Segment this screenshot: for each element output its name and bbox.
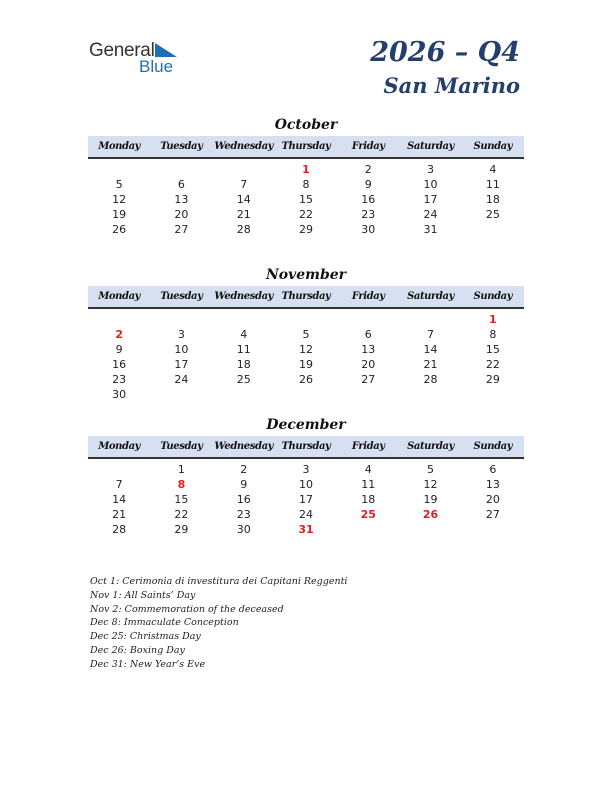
day-cell: 18 bbox=[485, 193, 500, 206]
logo bbox=[89, 40, 189, 80]
day-cell: 11 bbox=[236, 343, 251, 356]
weekday-label: Friday bbox=[351, 441, 385, 452]
week-row bbox=[88, 387, 524, 402]
month-0 bbox=[88, 115, 524, 237]
day-cell: 3 bbox=[427, 163, 435, 176]
day-cell: 20 bbox=[174, 208, 189, 221]
day-cell: 15 bbox=[485, 343, 500, 356]
day-cell: 10 bbox=[174, 343, 189, 356]
day-cell: 29 bbox=[485, 373, 500, 386]
holiday-note: Oct 1: Cerimonia di investitura dei Capitani Reggenti bbox=[90, 576, 348, 587]
day-cell: 16 bbox=[112, 358, 127, 371]
day-cell: 4 bbox=[240, 328, 248, 341]
day-cell: 6 bbox=[489, 463, 497, 476]
day-cell: 9 bbox=[240, 478, 248, 491]
day-cell: 13 bbox=[361, 343, 376, 356]
day-cell: 25 bbox=[485, 208, 500, 221]
weekday-label: Friday bbox=[351, 291, 385, 302]
weekday-header bbox=[88, 286, 524, 309]
week-row bbox=[88, 327, 524, 342]
logo-blue-text: Blue bbox=[139, 57, 174, 76]
day-cell: 29 bbox=[298, 223, 313, 236]
day-cell: 14 bbox=[423, 343, 438, 356]
day-cell: 4 bbox=[364, 463, 372, 476]
week-row bbox=[88, 507, 524, 522]
holiday-note: Dec 25: Christmas Day bbox=[90, 631, 201, 643]
day-cell: 14 bbox=[112, 493, 127, 506]
holiday-note: Nov 2: Commemoration of the deceased bbox=[90, 603, 284, 615]
day-cell: 2 bbox=[240, 463, 248, 476]
day-cell: 5 bbox=[302, 328, 310, 341]
weekday-label: Saturday bbox=[407, 291, 455, 302]
logo-general-text: General bbox=[89, 40, 155, 61]
empty-day-cell bbox=[462, 522, 524, 537]
holiday-note: Dec 26: Boxing Day bbox=[90, 644, 185, 656]
day-cell: 8 bbox=[302, 178, 310, 191]
weekday-label: Tuesday bbox=[160, 141, 203, 152]
empty-day-cell bbox=[150, 312, 212, 327]
empty-day-cell bbox=[337, 387, 399, 402]
day-cell: 22 bbox=[485, 358, 500, 371]
day-cell: 8 bbox=[489, 328, 497, 341]
week-row bbox=[88, 342, 524, 357]
day-cell: 27 bbox=[361, 373, 376, 386]
day-cell: 4 bbox=[489, 163, 497, 176]
day-cell: 15 bbox=[174, 493, 189, 506]
holiday-day: 1 bbox=[302, 163, 310, 176]
month-name: November bbox=[265, 267, 347, 283]
day-cell: 20 bbox=[485, 493, 500, 506]
day-cell: 28 bbox=[112, 523, 127, 536]
weekday-label: Saturday bbox=[407, 441, 455, 452]
day-cell: 13 bbox=[174, 193, 189, 206]
week-row bbox=[88, 522, 524, 537]
day-cell: 19 bbox=[112, 208, 127, 221]
month-1 bbox=[88, 265, 524, 402]
day-cell: 26 bbox=[298, 373, 313, 386]
week-row bbox=[88, 477, 524, 492]
day-cell: 9 bbox=[115, 343, 123, 356]
day-cell: 26 bbox=[112, 223, 127, 236]
day-cell: 27 bbox=[485, 508, 500, 521]
empty-day-cell bbox=[150, 387, 212, 402]
weekday-label: Sunday bbox=[473, 141, 513, 152]
weekday-label: Saturday bbox=[407, 141, 455, 152]
empty-day-cell bbox=[213, 387, 275, 402]
empty-day-cell bbox=[275, 312, 337, 327]
week-row bbox=[88, 207, 524, 222]
day-cell: 15 bbox=[298, 193, 313, 206]
day-cell: 9 bbox=[364, 178, 372, 191]
weekday-label: Monday bbox=[98, 291, 141, 302]
holiday-day: 8 bbox=[177, 478, 186, 491]
page-title bbox=[370, 36, 520, 100]
weekday-label: Friday bbox=[351, 141, 385, 152]
weekday-label: Thursday bbox=[281, 441, 331, 452]
day-cell: 7 bbox=[427, 328, 435, 341]
empty-day-cell bbox=[88, 312, 150, 327]
day-cell: 11 bbox=[485, 178, 500, 191]
day-cell: 10 bbox=[423, 178, 438, 191]
day-cell: 12 bbox=[423, 478, 438, 491]
day-cell: 24 bbox=[174, 373, 189, 386]
empty-day-cell bbox=[150, 162, 212, 177]
logo-triangle-icon bbox=[155, 43, 177, 57]
empty-day-cell bbox=[88, 462, 150, 477]
day-cell: 28 bbox=[423, 373, 438, 386]
day-cell: 21 bbox=[236, 208, 251, 221]
holiday-day: 1 bbox=[489, 313, 497, 326]
empty-day-cell bbox=[88, 162, 150, 177]
day-cell: 7 bbox=[240, 178, 248, 191]
day-cell: 20 bbox=[361, 358, 376, 371]
holiday-day: 31 bbox=[298, 523, 314, 536]
day-cell: 13 bbox=[485, 478, 500, 491]
holiday-day: 2 bbox=[115, 328, 123, 341]
day-cell: 1 bbox=[177, 463, 185, 476]
day-cell: 12 bbox=[298, 343, 313, 356]
empty-day-cell bbox=[399, 387, 461, 402]
holiday-day: 26 bbox=[422, 508, 439, 521]
weekday-label: Tuesday bbox=[160, 441, 203, 452]
week-row bbox=[88, 462, 524, 477]
day-cell: 5 bbox=[427, 463, 435, 476]
weekday-label: Wednesday bbox=[214, 291, 274, 302]
weekday-label: Sunday bbox=[473, 291, 513, 302]
day-cell: 17 bbox=[423, 193, 438, 206]
day-cell: 27 bbox=[174, 223, 189, 236]
day-cell: 21 bbox=[112, 508, 127, 521]
day-cell: 12 bbox=[112, 193, 127, 206]
day-cell: 24 bbox=[298, 508, 313, 521]
empty-day-cell bbox=[337, 522, 399, 537]
day-cell: 11 bbox=[361, 478, 376, 491]
weekday-label: Monday bbox=[98, 441, 141, 452]
month-name: October bbox=[274, 117, 338, 133]
day-cell: 19 bbox=[298, 358, 313, 371]
day-cell: 7 bbox=[115, 478, 123, 491]
day-cell: 6 bbox=[177, 178, 185, 191]
day-cell: 30 bbox=[361, 223, 376, 236]
day-cell: 31 bbox=[423, 223, 438, 236]
holiday-list bbox=[90, 575, 347, 672]
day-cell: 30 bbox=[112, 388, 127, 401]
day-cell: 23 bbox=[361, 208, 376, 221]
week-row bbox=[88, 357, 524, 372]
day-cell: 14 bbox=[236, 193, 251, 206]
weekday-label: Thursday bbox=[281, 141, 331, 152]
weekday-label: Monday bbox=[98, 141, 141, 152]
day-cell: 16 bbox=[236, 493, 251, 506]
empty-day-cell bbox=[462, 387, 524, 402]
weekday-label: Wednesday bbox=[214, 441, 274, 452]
day-cell: 22 bbox=[298, 208, 313, 221]
day-cell: 3 bbox=[302, 463, 310, 476]
weekday-label: Tuesday bbox=[160, 291, 203, 302]
week-row bbox=[88, 177, 524, 192]
day-cell: 28 bbox=[236, 223, 251, 236]
empty-day-cell bbox=[337, 312, 399, 327]
day-cell: 22 bbox=[174, 508, 189, 521]
holiday-note: Dec 31: New Year’s Eve bbox=[90, 658, 206, 670]
day-cell: 23 bbox=[112, 373, 127, 386]
holiday-day: 25 bbox=[360, 508, 376, 521]
day-cell: 18 bbox=[361, 493, 376, 506]
weekday-header bbox=[88, 436, 524, 459]
country-title: San Marino bbox=[383, 73, 520, 98]
weekday-label: Sunday bbox=[473, 441, 513, 452]
week-row bbox=[88, 162, 524, 177]
week-row bbox=[88, 222, 524, 237]
period-title: 2026 – Q4 bbox=[370, 37, 520, 68]
weekday-header bbox=[88, 136, 524, 159]
day-cell: 17 bbox=[298, 493, 313, 506]
day-cell: 10 bbox=[298, 478, 313, 491]
day-cell: 19 bbox=[423, 493, 438, 506]
week-row bbox=[88, 492, 524, 507]
day-cell: 25 bbox=[236, 373, 251, 386]
empty-day-cell bbox=[275, 387, 337, 402]
day-cell: 29 bbox=[174, 523, 189, 536]
weekday-label: Wednesday bbox=[214, 141, 274, 152]
day-cell: 21 bbox=[423, 358, 438, 371]
empty-day-cell bbox=[462, 222, 524, 237]
day-cell: 18 bbox=[236, 358, 251, 371]
day-cell: 16 bbox=[361, 193, 376, 206]
week-row bbox=[88, 192, 524, 207]
day-cell: 2 bbox=[364, 163, 372, 176]
month-name: December bbox=[266, 417, 346, 433]
empty-day-cell bbox=[213, 162, 275, 177]
week-row bbox=[88, 312, 524, 327]
day-cell: 3 bbox=[177, 328, 185, 341]
day-cell: 30 bbox=[236, 523, 251, 536]
day-cell: 23 bbox=[236, 508, 251, 521]
weekday-label: Thursday bbox=[281, 291, 331, 302]
day-cell: 6 bbox=[364, 328, 372, 341]
day-cell: 17 bbox=[174, 358, 189, 371]
empty-day-cell bbox=[399, 312, 461, 327]
day-cell: 24 bbox=[423, 208, 438, 221]
holiday-note: Dec 8: Immaculate Conception bbox=[90, 617, 239, 629]
week-row bbox=[88, 372, 524, 387]
day-cell: 5 bbox=[115, 178, 123, 191]
empty-day-cell bbox=[399, 522, 461, 537]
month-2 bbox=[88, 415, 524, 537]
holiday-note: Nov 1: All Saints’ Day bbox=[90, 589, 196, 601]
empty-day-cell bbox=[213, 312, 275, 327]
